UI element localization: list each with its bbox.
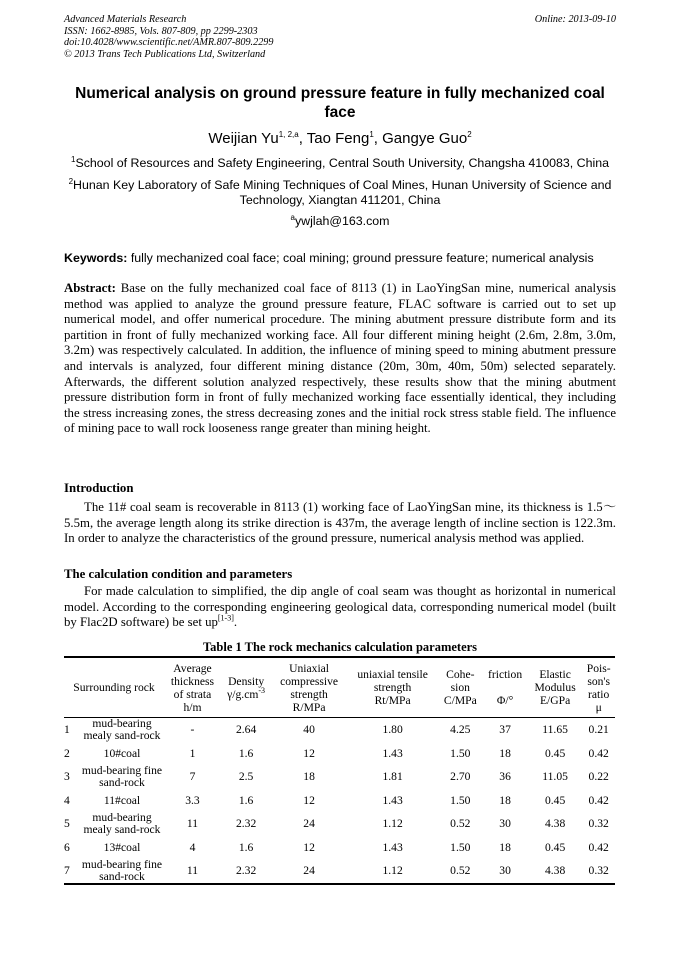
table-row: 6 13#coal 4 1.6 12 1.43 1.50 18 0.45 0.42: [64, 840, 609, 854]
table-row: 7 mud-bearing fine sand-rock 11 2.32 24 1.12 0.52 30 4.38 0.32: [64, 859, 615, 884]
paper-title: Numerical analysis on ground pressure feature in fully mechanized coal face: [75, 85, 605, 121]
citation-ref[interactable]: [1-3]: [217, 613, 234, 623]
table-row: 4 11#coal 3.3 1.6 12 1.43 1.50 18 0.45 0.42: [64, 793, 609, 807]
copyright: © 2013 Trans Tech Publications Ltd, Switzerland: [64, 48, 266, 60]
col-header-cohesion: Cohe- sion C/MPa: [438, 657, 482, 718]
abstract-text: Base on the fully mechanized coal face of 8113 (1) in LaoYingSan mine, numerical analysis method was applied to analyze the ground pressure feature, FLAC software is carried out to set up numerical model, and offer numerical procedure. The mining abutment pressure distribute form and its partition in front of fully mechanized working face. All four different mining height (2.6m, 2.8m, 3.0m, 3.2m) was respectively calculated. In addition, the influence of mining speed to mining abutment pressure and intervals is analyzed, four different mining distance (20m, 30m, 40m, 50m) selected separately. Afterwards, the different solution analyzed respectively, these results show that the mining abutment pressure distribution form in front of fully mechanized working face essentially identical, they including the stress increasing zones, the stress decreasing zones and the initial rock stress stable field. The influence of mining pace to wall rock looseness range greater than mining height.: [64, 281, 616, 436]
author-email: $^a$ywjlah@163.com: [290, 212, 390, 228]
author-name: Weijian Yu: [208, 130, 279, 147]
author-list: Weijian Yu$^{1, 2,a}$, Tao Feng$^1$, Gangye Guo$^2$: [208, 130, 472, 147]
abstract-label: Abstract:: [64, 281, 116, 295]
section-heading-introduction: Introduction: [64, 481, 134, 495]
affiliation-2: $^2$Hunan Key Laboratory of Safe Mining Techniques of Coal Mines, Hunan University of Science and Technology, Xiangtan 411201, China: [68, 176, 612, 207]
online-date: Online: 2013-09-10: [534, 14, 616, 25]
col-header-thickness: Average thickness of strata h/m: [164, 657, 221, 718]
rock-parameters-table: [64, 656, 615, 885]
table-row: 1 mud-bearing mealy sand-rock - 2.64 40 1.80 4.25 37 11.65 0.21: [64, 717, 609, 742]
author-sup: 1, 2,a: [278, 130, 299, 139]
issn: ISSN: 1662-8985, Vols. 807-809, pp 2299-2303: [64, 25, 258, 37]
table-row: 2 10#coal 1 1.6 12 1.43 1.50 18 0.45 0.42: [64, 746, 609, 760]
affiliation-1: $^1$School of Resources and Safety Engineering, Central South University, Changsha 410083, China: [70, 154, 610, 170]
author-name: Tao Feng: [306, 130, 370, 147]
col-header-rock: Surrounding rock: [64, 657, 164, 718]
journal-header: [64, 14, 616, 60]
author-name: Gangye Guo: [382, 130, 468, 147]
col-header-density: Density $\gamma/g.cm^{-3}$: [221, 657, 271, 718]
col-header-friction: friction Φ/°: [482, 657, 528, 718]
table-header-row: [64, 657, 615, 718]
col-header-poisson: Pois- son's ratio μ: [582, 657, 615, 718]
journal-name: Advanced Materials Research: [64, 14, 187, 25]
table-caption: Table 1 The rock mechanics calculation parameters: [202, 640, 478, 654]
keywords-label: Keywords:: [64, 251, 128, 265]
section-heading-calculation: The calculation condition and parameters: [64, 567, 293, 581]
abstract: [64, 281, 616, 437]
table-row: 5 mud-bearing mealy sand-rock 11 2.32 24 1.12 0.52 30 4.38 0.32: [64, 811, 609, 836]
calculation-paragraph: For made calculation to simplified, the dip angle of coal seam was thought as horizontal in numerical model. According to the corresponding engineering geological data, corresponding numerical model (built by Flac2D software) be set up[1-3].: [64, 584, 616, 630]
introduction-paragraph: The 11# coal seam is recoverable in 8113 (1) working face of LaoYingSan mine, its thickness is 1.5～5.5m, the average length along its strike direction is 437m, the average length of incline section is 122.3m. In order to analyze the characteristics of the ground pressure, numerical analysis method was applied.: [64, 500, 616, 546]
author-sup: 1: [369, 130, 374, 139]
keywords: [64, 251, 616, 265]
col-header-tensile: uniaxial tensile strength Rt/MPa: [347, 657, 438, 718]
author-sup: 2: [467, 130, 472, 139]
col-header-ucs: Uniaxial compressive strength R/MPa: [271, 657, 347, 718]
col-header-elastic: Elastic Modulus E/GPa: [528, 657, 583, 718]
doi: doi:10.4028/www.scientific.net/AMR.807-809.2299: [64, 37, 274, 49]
keywords-text: fully mechanized coal face; coal mining; ground pressure feature; numerical analysis: [130, 251, 594, 265]
table-row: 3 mud-bearing fine sand-rock 7 2.5 18 1.81 2.70 36 11.05 0.22: [64, 764, 609, 789]
